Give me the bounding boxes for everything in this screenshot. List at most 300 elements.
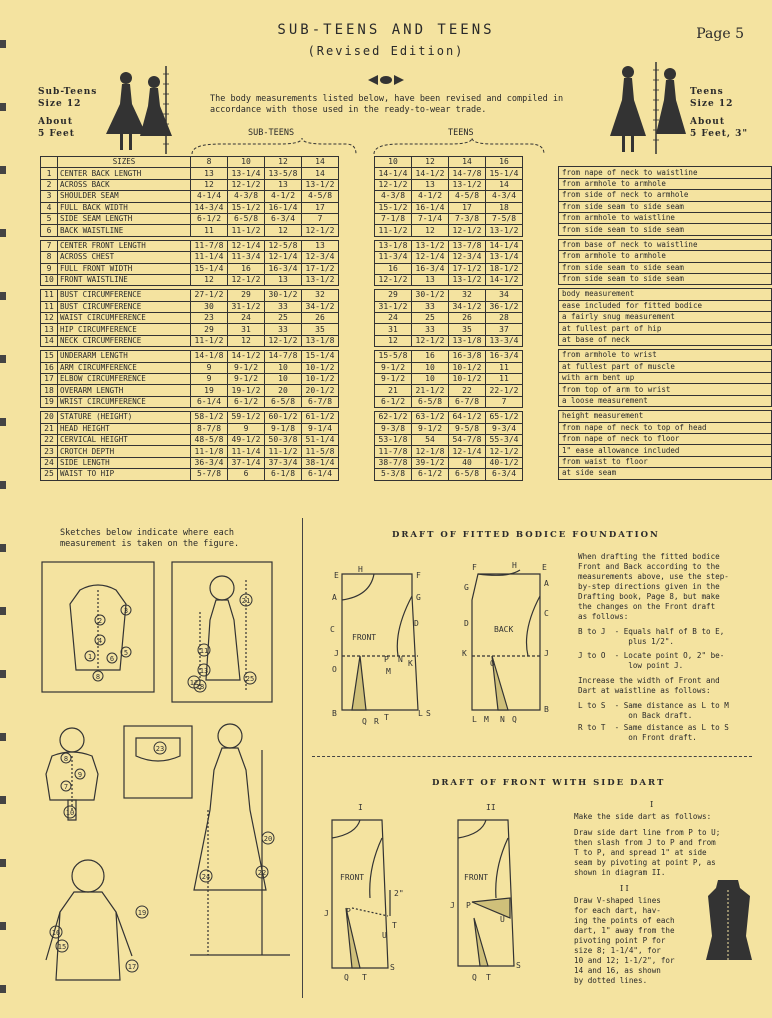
table-row <box>375 446 523 457</box>
subteen-value: 9-1/2 <box>228 374 265 385</box>
teen-value: 5-3/8 <box>375 469 412 480</box>
teen-value: 65-1/2 <box>486 412 523 423</box>
table-row <box>559 190 772 201</box>
measurement-name: WAIST TO HIP <box>58 469 191 480</box>
svg-text:F: F <box>416 571 421 580</box>
subteen-value: 19-1/2 <box>228 385 265 396</box>
teen-value: 13 <box>412 179 449 190</box>
teen-size-line: 5 Feet, 3" <box>690 129 749 139</box>
measurement-description: at fullest part of muscle <box>559 361 772 372</box>
teen-value: 33 <box>412 324 449 335</box>
subteen-size-line: Size 12 <box>38 99 82 109</box>
subteen-value: 11 <box>191 225 228 236</box>
svg-text:23: 23 <box>155 745 165 753</box>
svg-text:M: M <box>484 715 489 724</box>
measurement-description: from side seam to side seam <box>559 262 772 273</box>
subteen-value: 49-1/2 <box>228 434 265 445</box>
measurement-description: at base of neck <box>559 334 772 345</box>
table-row <box>41 434 339 445</box>
svg-text:B: B <box>544 705 549 714</box>
measurement-description: height measurement <box>559 411 772 422</box>
subteen-value: 6-1/8 <box>265 469 302 480</box>
teen-value: 36-1/2 <box>486 301 523 312</box>
teen-size-header: 16 <box>486 157 523 168</box>
teen-value: 12-1/2 <box>486 446 523 457</box>
table-row <box>41 412 339 423</box>
text-line: Drafting book, Page 8, but make <box>578 592 720 601</box>
measurement-description: from side seam to side seam <box>559 273 772 284</box>
subteen-value: 15-1/4 <box>191 263 228 274</box>
subteen-value: 33 <box>265 324 302 335</box>
teen-value: 10 <box>412 362 449 373</box>
measurement-name: HIP CIRCUMFERENCE <box>58 324 191 335</box>
svg-text:K: K <box>462 649 467 658</box>
subteen-value: 4-1/4 <box>191 191 228 202</box>
teen-value: 54 <box>412 434 449 445</box>
svg-text:F: F <box>472 563 477 572</box>
subteen-value: 15-1/2 <box>228 202 265 213</box>
table-row <box>559 433 772 444</box>
subteen-value: 12 <box>265 225 302 236</box>
text-line: Draw V-shaped lines <box>574 896 661 905</box>
teen-value: 15-1/4 <box>486 168 523 179</box>
subteen-value: 13 <box>302 240 339 251</box>
svg-text:P: P <box>384 655 389 664</box>
teen-value: 7-3/8 <box>449 213 486 224</box>
row-number: 5 <box>41 213 58 224</box>
table-row <box>375 396 523 407</box>
teen-value: 11 <box>486 362 523 373</box>
teen-value: 22 <box>449 385 486 396</box>
table-row <box>375 263 523 274</box>
measurement-description: body measurement <box>559 289 772 300</box>
teen-value: 64-1/2 <box>449 412 486 423</box>
teen-value: 13-1/2 <box>449 274 486 285</box>
subteen-measurement-table <box>40 156 339 481</box>
table-row <box>41 423 339 434</box>
measurement-description: from waist to floor <box>559 456 772 467</box>
teen-value: 37 <box>486 324 523 335</box>
subteen-value: 14 <box>302 168 339 179</box>
binding-hole <box>0 670 6 678</box>
teen-value: 18 <box>486 202 523 213</box>
table-row <box>559 422 772 433</box>
diagram-i-label: I <box>358 803 363 812</box>
subteen-size-header: 8 <box>191 157 228 168</box>
measurement-name: SHOULDER SEAM <box>58 191 191 202</box>
table-row <box>375 362 523 373</box>
subteen-size-header: 14 <box>302 157 339 168</box>
table-row <box>559 323 772 334</box>
svg-text:7: 7 <box>63 783 69 791</box>
teen-value: 12-1/4 <box>412 252 449 263</box>
measurement-description: from base of neck to waistline <box>559 239 772 250</box>
teen-value: 32 <box>449 290 486 301</box>
table-row <box>559 178 772 189</box>
binding-hole <box>0 922 6 930</box>
teen-value: 11-3/4 <box>375 252 412 263</box>
binding-hole <box>0 544 6 552</box>
table-row <box>41 191 339 202</box>
text-line: by-step directions given in the <box>578 582 720 591</box>
teen-size-line: Size 12 <box>690 99 734 109</box>
fitted-bodice-text <box>578 552 768 743</box>
binding-hole <box>0 796 6 804</box>
text-line: measurements above, use the step- <box>578 572 729 581</box>
table-row <box>375 313 523 324</box>
table-row <box>375 168 523 179</box>
table-row <box>41 374 339 385</box>
table-row <box>559 445 772 456</box>
subteen-value: 6-3/4 <box>265 213 302 224</box>
svg-text:P: P <box>346 907 351 916</box>
svg-text:T: T <box>486 973 491 982</box>
fitted-bodice-steps <box>578 627 768 671</box>
svg-text:1: 1 <box>87 653 93 661</box>
side-dart-make: Make the side dart as follows: <box>574 812 712 821</box>
svg-text:Q: Q <box>344 973 349 982</box>
subteen-size-line: 5 Feet <box>38 129 75 139</box>
svg-text:2: 2 <box>97 617 103 625</box>
row-number: 15 <box>41 351 58 362</box>
teen-value: 63-1/2 <box>412 412 449 423</box>
svg-text:8: 8 <box>95 673 101 681</box>
teen-size-header: 12 <box>412 157 449 168</box>
text-line: Front and Back according to the <box>578 562 720 571</box>
teen-value: 13-1/2 <box>486 225 523 236</box>
svg-text:L: L <box>472 715 477 724</box>
teen-value: 12 <box>412 225 449 236</box>
dimension-label: 2" <box>394 889 404 898</box>
svg-text:B: B <box>332 709 337 718</box>
table-row <box>559 262 772 273</box>
measurement-name: ELBOW CIRCUMFERENCE <box>58 374 191 385</box>
teen-value: 10-1/2 <box>449 362 486 373</box>
teen-value: 33 <box>412 301 449 312</box>
subteen-value: 17 <box>302 202 339 213</box>
subteen-value: 10-1/2 <box>302 374 339 385</box>
subteen-value: 6-5/8 <box>265 396 302 407</box>
teen-value: 7-1/8 <box>375 213 412 224</box>
table-row <box>375 252 523 263</box>
subteen-value: 13-1/4 <box>228 168 265 179</box>
row-number: 2 <box>41 179 58 190</box>
subteen-value: 25 <box>265 313 302 324</box>
subteen-value: 12-1/2 <box>228 274 265 285</box>
table-row <box>41 240 339 251</box>
teen-value: 4-5/8 <box>449 191 486 202</box>
teen-value: 15-1/2 <box>375 202 412 213</box>
text-line: J to O - Locate point O, 2" be- <box>578 651 725 660</box>
svg-text:N: N <box>398 655 403 664</box>
subteen-value: 37-1/4 <box>228 457 265 468</box>
step-item <box>578 627 768 647</box>
binding-hole <box>0 607 6 615</box>
table-row <box>375 324 523 335</box>
svg-text:E: E <box>334 571 339 580</box>
subteen-value: 31 <box>228 324 265 335</box>
subteen-value: 20-1/2 <box>302 385 339 396</box>
table-row <box>559 373 772 384</box>
measurement-description: from nape of neck to top of head <box>559 422 772 433</box>
row-number: 21 <box>41 423 58 434</box>
subteen-value: 9 <box>191 374 228 385</box>
svg-text:R: R <box>374 717 379 726</box>
svg-text:J: J <box>544 649 549 658</box>
measurement-name: FULL FRONT WIDTH <box>58 263 191 274</box>
svg-text:U: U <box>500 915 505 924</box>
subteen-value: 14-1/2 <box>228 351 265 362</box>
teen-value: 25 <box>412 313 449 324</box>
fitted-bodice-diagram <box>322 560 572 740</box>
teen-value: 28 <box>486 313 523 324</box>
sizes-label: SIZES <box>58 157 191 168</box>
table-row <box>559 334 772 345</box>
teen-value: 11 <box>486 374 523 385</box>
subteen-value: 26 <box>302 313 339 324</box>
svg-text:Q: Q <box>362 717 367 726</box>
side-dart-instructions-i <box>574 828 770 878</box>
measurement-name: ACROSS CHEST <box>58 252 191 263</box>
subteen-value: 33 <box>265 301 302 312</box>
measurement-name: BACK WAISTLINE <box>58 225 191 236</box>
teen-value: 15-5/8 <box>375 351 412 362</box>
teen-value: 53-1/8 <box>375 434 412 445</box>
teen-value: 6-5/8 <box>449 469 486 480</box>
binding-hole <box>0 733 6 741</box>
teen-value: 13 <box>412 274 449 285</box>
table-row <box>41 301 339 312</box>
subteen-value: 37-3/4 <box>265 457 302 468</box>
subteen-silhouette-illustration <box>96 64 186 154</box>
teen-value: 9-3/4 <box>486 423 523 434</box>
table-row <box>375 274 523 285</box>
svg-text:16: 16 <box>51 929 61 937</box>
row-number: 1 <box>41 168 58 179</box>
teen-value: 31 <box>375 324 412 335</box>
teen-value: 40 <box>449 457 486 468</box>
row-number: 3 <box>41 191 58 202</box>
subteen-value: 11-7/8 <box>191 240 228 251</box>
teen-value: 16-3/4 <box>486 351 523 362</box>
svg-text:N: N <box>500 715 505 724</box>
svg-text:S: S <box>516 961 521 970</box>
row-number: 6 <box>41 225 58 236</box>
teen-value: 4-3/4 <box>486 191 523 202</box>
measurement-name: SIDE LENGTH <box>58 457 191 468</box>
sketch-note: Sketches below indicate where each measurement is taken on the figure. <box>60 528 240 549</box>
teen-value: 16 <box>412 351 449 362</box>
teen-value: 14-1/4 <box>375 168 412 179</box>
table-row <box>375 412 523 423</box>
text-line: 10 and 12; 1-1/2", for <box>574 956 675 965</box>
subteen-value: 11-3/4 <box>228 252 265 263</box>
svg-text:25: 25 <box>245 675 255 683</box>
table-row <box>375 434 523 445</box>
subteen-value: 13-1/2 <box>302 274 339 285</box>
subteen-value: 31-1/2 <box>228 301 265 312</box>
svg-text:G: G <box>416 593 421 602</box>
side-dart-roman-i: I <box>650 800 656 810</box>
measurement-description: at fullest part of hip <box>559 323 772 334</box>
text-line: L to S - Same distance as L to M <box>578 701 729 710</box>
binding-hole <box>0 481 6 489</box>
subteen-value: 12-3/4 <box>302 252 339 263</box>
table-row <box>559 212 772 223</box>
subteen-value: 24 <box>228 313 265 324</box>
binding-hole <box>0 229 6 237</box>
measurement-description: from side seam to side seam <box>559 224 772 235</box>
teen-value: 26 <box>449 313 486 324</box>
text-line: seam by pivoting at point P, as <box>574 858 716 867</box>
subteen-value: 9 <box>228 423 265 434</box>
teen-value: 29 <box>375 290 412 301</box>
teen-value: 14-1/2 <box>486 274 523 285</box>
row-number: 25 <box>41 469 58 480</box>
subteen-value: 11-1/4 <box>191 252 228 263</box>
table-row <box>375 385 523 396</box>
teen-value: 13-1/2 <box>412 240 449 251</box>
svg-text:Q: Q <box>472 973 477 982</box>
teen-size-line: About <box>690 117 725 127</box>
subteens-column-heading: SUB-TEENS <box>248 128 295 138</box>
fitted-bodice-r-to-t <box>578 723 768 743</box>
subteen-value: 14-3/4 <box>191 202 228 213</box>
teen-value: 6-1/2 <box>412 469 449 480</box>
subteen-value: 16-1/4 <box>265 202 302 213</box>
teen-value: 7-1/4 <box>412 213 449 224</box>
svg-text:C: C <box>544 609 549 618</box>
text-line: on Front draft. <box>578 733 697 742</box>
measurement-name: WAIST CIRCUMFERENCE <box>58 313 191 324</box>
teen-value: 16-3/4 <box>412 263 449 274</box>
measurement-name: ACROSS BACK <box>58 179 191 190</box>
subteen-value: 11-1/2 <box>191 335 228 346</box>
back-diagram-label: BACK <box>494 625 514 634</box>
table-row <box>375 240 523 251</box>
subteen-value: 13-5/8 <box>265 168 302 179</box>
row-number: 20 <box>41 412 58 423</box>
svg-text:J: J <box>334 649 339 658</box>
svg-text:S: S <box>426 709 431 718</box>
teen-size-label <box>690 86 748 140</box>
subteen-size-line: Sub-Teens <box>38 87 98 97</box>
subteen-value: 29 <box>228 290 265 301</box>
svg-text:Q: Q <box>512 715 517 724</box>
table-row <box>375 225 523 236</box>
teen-value: 14-7/8 <box>449 168 486 179</box>
teen-value: 40-1/2 <box>486 457 523 468</box>
subteen-value: 9-1/2 <box>228 362 265 373</box>
subteen-value: 29 <box>191 324 228 335</box>
crotch-sketch-frame <box>124 726 192 798</box>
row-number: 11 <box>41 301 58 312</box>
table-row <box>41 213 339 224</box>
teen-value: 10-1/2 <box>449 374 486 385</box>
subteen-value: 4-1/2 <box>265 191 302 202</box>
svg-text:D: D <box>414 619 419 628</box>
subteen-value: 17-1/2 <box>302 263 339 274</box>
row-number: 11 <box>41 290 58 301</box>
table-row <box>559 468 772 479</box>
subteen-value: 32 <box>302 290 339 301</box>
measurement-description: a fairly snug measurement <box>559 312 772 323</box>
table-row <box>375 202 523 213</box>
measurement-description: a loose measurement <box>559 395 772 406</box>
measurement-name: ARM CIRCUMFERENCE <box>58 362 191 373</box>
subteen-value: 14-1/8 <box>191 351 228 362</box>
table-row <box>559 251 772 262</box>
teen-value: 7-5/8 <box>486 213 523 224</box>
fitted-bodice-intro <box>578 552 768 622</box>
teen-value: 14-1/4 <box>486 240 523 251</box>
row-number: 22 <box>41 434 58 445</box>
teen-value: 13-1/4 <box>486 252 523 263</box>
table-row <box>559 350 772 361</box>
table-row <box>41 263 339 274</box>
subteen-value: 20 <box>265 385 302 396</box>
subteen-value: 12-1/2 <box>302 225 339 236</box>
svg-text:O: O <box>332 665 337 674</box>
svg-text:M: M <box>386 667 391 676</box>
svg-text:H: H <box>358 565 363 574</box>
subteen-size-header: 10 <box>228 157 265 168</box>
row-number: 7 <box>41 240 58 251</box>
side-sketch-frame <box>172 562 272 702</box>
table-row <box>41 324 339 335</box>
step-item <box>578 651 768 671</box>
subteen-value: 4-3/8 <box>228 191 265 202</box>
subteen-value: 8-7/8 <box>191 423 228 434</box>
subteen-value: 12-5/8 <box>265 240 302 251</box>
teen-value: 62-1/2 <box>375 412 412 423</box>
teen-value: 7 <box>486 396 523 407</box>
table-row <box>375 335 523 346</box>
measurement-name: BUST CIRCUMFERENCE <box>58 301 191 312</box>
svg-text:T: T <box>384 713 389 722</box>
teen-value: 9-1/2 <box>375 362 412 373</box>
table-row <box>375 423 523 434</box>
teen-value: 6-1/2 <box>375 396 412 407</box>
svg-text:20: 20 <box>263 835 273 843</box>
fitted-bodice-increase <box>578 676 768 696</box>
teen-size-header-row <box>375 157 523 168</box>
teen-size-header: 10 <box>375 157 412 168</box>
row-number: 10 <box>41 274 58 285</box>
text-line: for each dart, hav- <box>574 906 661 915</box>
text-line: by dotted lines. <box>574 976 648 985</box>
svg-text:18: 18 <box>195 683 205 691</box>
table-row <box>41 362 339 373</box>
measurement-name: BUST CIRCUMFERENCE <box>58 290 191 301</box>
teen-value: 12-1/2 <box>375 274 412 285</box>
table-row <box>559 224 772 235</box>
text-line: Increase the width of Front and <box>578 676 720 685</box>
svg-text:O: O <box>490 659 495 668</box>
svg-text:8: 8 <box>63 755 69 763</box>
subteen-value: 12-1/4 <box>265 252 302 263</box>
fitted-bodice-heading: DRAFT OF FITTED BODICE FOUNDATION <box>392 530 660 540</box>
table-row <box>375 374 523 385</box>
svg-text:T: T <box>362 973 367 982</box>
measurement-name: FULL BACK WIDTH <box>58 202 191 213</box>
measurement-description: from top of arm to wrist <box>559 384 772 395</box>
svg-text:9: 9 <box>77 771 83 779</box>
subteen-value: 59-1/2 <box>228 412 265 423</box>
subteen-value: 11-1/2 <box>228 225 265 236</box>
front-diagram-i-label: FRONT <box>340 873 365 882</box>
measurement-name: CENTER BACK LENGTH <box>58 168 191 179</box>
